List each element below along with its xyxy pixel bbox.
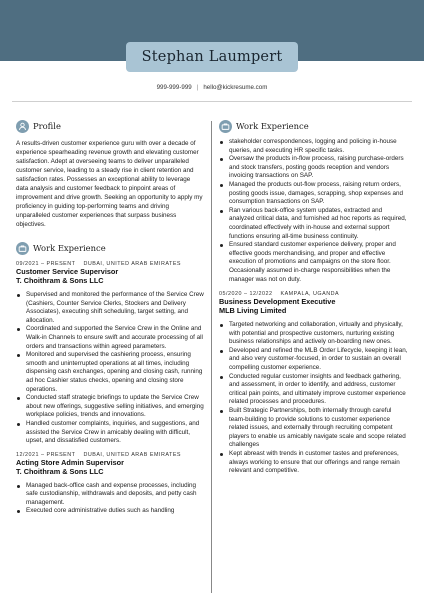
candidate-name: Stephan Laumpert	[141, 49, 283, 65]
job-bullets	[16, 291, 204, 446]
briefcase-icon	[16, 242, 29, 255]
job-role: Acting Store Admin Supervisor	[16, 457, 124, 467]
list-item: Kept abreast with trends in customer tastes and preferences, always working to ensure that our offerings and range remain relevant and competitive.	[219, 450, 408, 476]
profile-section-heading	[16, 118, 204, 134]
job-bullets-continued	[219, 138, 408, 284]
person-icon	[16, 120, 29, 133]
right-column	[219, 118, 408, 476]
work-section-heading	[219, 118, 408, 134]
column-divider	[211, 121, 212, 593]
phone-number: 999-999-999	[156, 84, 192, 91]
job-location: KAMPALA, UGANDA	[280, 291, 340, 298]
list-item: Ran various back-office system updates, extracted and analyzed critical data, and furnished ad hoc reports as required, coordinated effectively with in-house and external support functions ensuring all-time business continuity.	[219, 207, 408, 241]
work-section-heading	[16, 240, 204, 256]
job-entry	[16, 452, 204, 516]
job-location: DUBAI, UNITED ARAB EMIRATES	[83, 451, 182, 458]
list-item: Ensured standard customer experience delivery, proper and effective goods merchandising, and proper and effective execution of promotions and campaigns on the store floor. Occasionally assumed in-charge responsibilities when the manager was not on duty.	[219, 241, 408, 284]
list-item: Monitored and supervised the cashiering process, ensuring smooth and uninterrupted operations at all times, including dispensing cash exchanges, opening and closing cash, running ad hoc Cashier status checks, opening and closing store operations.	[16, 351, 204, 394]
list-item: Executed core administrative duties such as handling	[16, 507, 204, 516]
list-item: Supervised and monitored the performance of the Service Crew (Cashiers, Counter Service Clerks, Stockers and Delivery Associates), executing shift scheduling, target setting, and allocation.	[16, 291, 204, 325]
job-date: 12/2021 – PRESENT	[16, 451, 76, 458]
profile-title: Profile	[33, 121, 61, 131]
header-divider	[12, 101, 412, 102]
job-company: T. Choithram & Sons LLC	[16, 466, 104, 476]
job-bullets	[16, 482, 204, 516]
email-address[interactable]: hello@kickresume.com	[203, 84, 268, 91]
contact-line	[0, 84, 424, 91]
list-item: Targeted networking and collaboration, virtually and physically, with potential and prospective customers, nurturing existing business relationships and actively on-boarding new ones.	[219, 321, 408, 347]
left-column	[16, 118, 204, 516]
profile-summary: A results-driven customer experience guru with over a decade of experience spearheading revenue growth and elevating customer satisfaction. Adept at overseeing teams to deliver unparalleled customer service, leading to a steady rise in client retention and satisfaction rates. Possesses an exceptional ability to leverage data analysis and customer feedback to pinpoint areas of improvement and drive growth. Seeking an opportunity to apply my proficiency in guiding top-performing teams and driving unparalleled customer experiences that surpass business objectives.	[16, 140, 203, 228]
job-entry	[219, 291, 408, 476]
list-item: Developed and refined the MLB Order Lifecycle, keeping it lean, and also very customer-focused, in order to sustain an overall compelling customer experience.	[219, 347, 408, 373]
list-item: Conducted staff strategic briefings to update the Service Crew about new offerings, suggestive selling initiatives, and emerging workplace policies, trends and innovations.	[16, 394, 204, 420]
list-item: Managed back-office cash and expense processes, including safe custodianship, withdrawals and deposits, and petty cash management.	[16, 482, 204, 508]
list-item: stakeholder correspondences, logging and policing in-house queries, and executing HR specific tasks.	[219, 138, 408, 155]
work-title: Work Experience	[236, 121, 309, 131]
list-item: Managed the products out-flow process, raising return orders, posting goods issue, damages, scrapping, shop expenses and consumption transactions on SAP.	[219, 181, 408, 207]
job-date: 09/2021 – PRESENT	[16, 261, 76, 267]
list-item: Built Strategic Partnerships, both internally through careful team-building to provide solutions to customer experience related issues, and externally through recruiting competent players to enable us amicably navigate scale and scope related challenges	[219, 407, 408, 450]
list-item: Oversaw the products in-flow process, raising purchase-orders and stock transfers, posting goods reception and vendors invoicing transactions on SAP.	[219, 155, 408, 181]
job-company: MLB Living Limited	[219, 306, 287, 316]
job-meta	[16, 452, 204, 458]
job-company: T. Choithram & Sons LLC	[16, 276, 104, 285]
job-bullets	[219, 321, 408, 476]
work-title: Work Experience	[33, 243, 106, 253]
list-item: Coordinated and supported the Service Crew in the Online and Walk-in Channels to ensure swift and accurate processing of all orders and transactions within agreed parameters.	[16, 325, 204, 351]
job-entry	[16, 261, 204, 446]
job-date: 05/2020 – 12/2022	[219, 291, 273, 298]
job-role: Business Development Executive	[219, 297, 336, 307]
job-role: Customer Service Supervisor	[16, 267, 119, 276]
job-location: DUBAI, UNITED ARAB EMIRATES	[83, 261, 182, 267]
list-item: Handled customer complaints, inquiries, and suggestions, and assisted the Service Crew in amicably dealing with difficult, upset, and dissatisfied customers.	[16, 420, 204, 446]
briefcase-icon	[219, 120, 232, 133]
name-plate	[126, 42, 298, 72]
list-item: Conducted regular customer insights and feedback gathering, and assessment, in order to identify, and address, customer critical pain points, and ultimately improve customer experience related processes and procedures.	[219, 373, 408, 407]
contact-separator: |	[196, 84, 199, 91]
